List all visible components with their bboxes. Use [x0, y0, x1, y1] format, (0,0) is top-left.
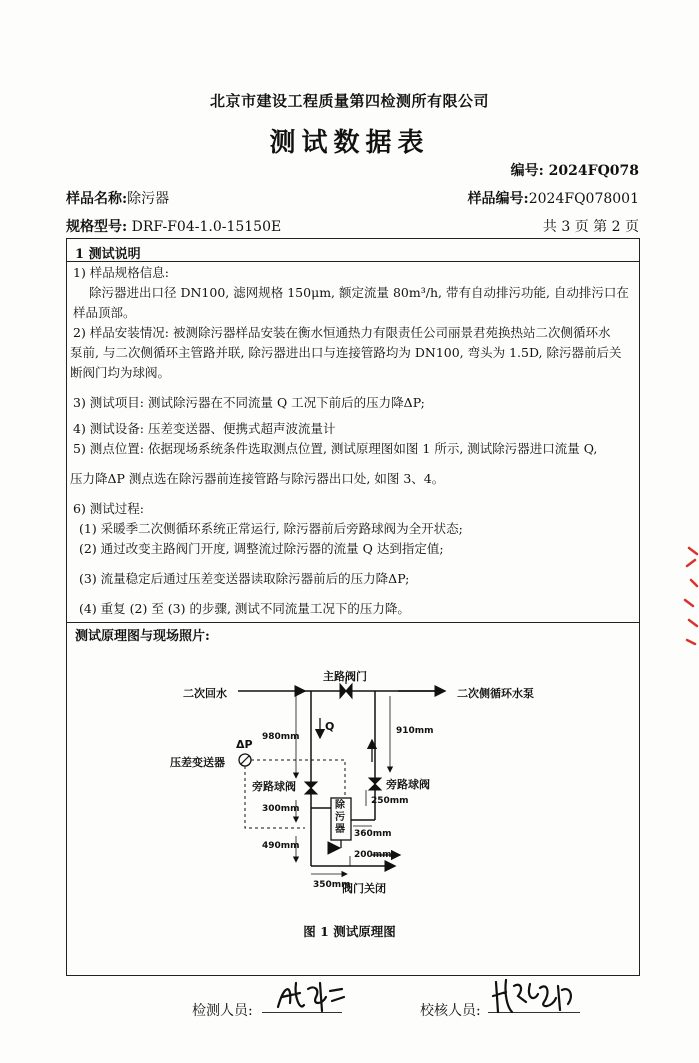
sample-id-label: 样品编号: [467, 191, 529, 207]
valve-closed-label: 阀门关闭 [342, 882, 386, 895]
dim-350: 350mm [313, 880, 351, 890]
main-valve-label: 主路阀门 [323, 670, 367, 683]
return-water-label: 二次回水 [183, 687, 227, 700]
item1-title: 1) 样品规格信息: [73, 265, 170, 280]
figure-caption: 图 1 测试原理图 [303, 924, 396, 939]
dp-transmitter-label: 压差变送器 [170, 756, 225, 769]
flow-q-label: Q [325, 720, 335, 733]
section1-title: 1 测试说明 [75, 247, 141, 262]
item5-line1: 5) 测点位置: 依据现场系统条件选取测点位置, 测试原理图如图 1 所示, 测试除污器进口流量 Q, [73, 441, 598, 456]
dim-360: 360mm [354, 829, 392, 839]
item3-text: 3) 测试项目: 测试除污器在不同流量 Q 工况下前后的压力降ΔP; [73, 395, 425, 410]
dim-980: 980mm [262, 732, 300, 742]
reviewer-signature [490, 972, 580, 1020]
item1-line2: 样品顶部。 [73, 305, 136, 320]
item2-line2: 泵前, 与二次侧循环主管路并联, 除污器进出口与连接管路均为 DN100, 弯头为 1.5D, 除污器前后关 [70, 345, 622, 360]
organization-name: 北京市建设工程质量第四检测所有限公司 [209, 92, 489, 110]
sample-name-label: 样品名称: [66, 191, 128, 207]
item4-text: 4) 测试设备: 压差变送器、便携式超声波流量计 [73, 421, 336, 436]
dim-200: 200mm [354, 850, 392, 860]
item6-step3: (3) 流量稳定后通过压差变送器读取除污器前后的压力降ΔP; [79, 571, 410, 586]
item1-line1: 除污器进出口径 DN100, 滤网规格 150μm, 额定流量 80m³/h, 带有自动排污功能, 自动排污口在 [89, 285, 629, 300]
dim-910: 910mm [396, 726, 434, 736]
item6-step2: (2) 通过改变主路阀门开度, 调整流过除污器的流量 Q 达到指定值; [79, 541, 444, 556]
tester-signature [270, 975, 350, 1020]
right-bypass-valve-symbol [369, 778, 381, 790]
document-number: 编号: 2024FQ078 [510, 163, 639, 179]
left-bypass-valve-label: 旁路球阀 [252, 780, 296, 793]
sample-id-value: 2024FQ078001 [528, 191, 639, 207]
tester-label: 检测人员: [192, 1003, 253, 1019]
dim-250: 250mm [371, 796, 409, 806]
item6-step1: (1) 采暖季二次侧循环系统正常运行, 除污器前后旁路球阀为全开状态; [79, 521, 463, 536]
item6-title: 6) 测试过程: [73, 501, 145, 516]
right-bypass-valve-label: 旁路球阀 [386, 778, 430, 791]
model-label: 规格型号: [66, 219, 128, 235]
dp-symbol-label: ΔP [236, 738, 253, 751]
page-count: 共 3 页 第 2 页 [542, 219, 639, 235]
sample-name-value: 除污器 [127, 191, 170, 207]
pump-label: 二次侧循环水泵 [457, 687, 534, 700]
seal-fragment [683, 540, 699, 660]
dim-490: 490mm [262, 841, 300, 851]
item6-step4: (4) 重复 (2) 至 (3) 的步骤, 测试不同流量工况下的压力降。 [79, 601, 410, 616]
section2-title: 测试原理图与现场照片: [75, 629, 210, 644]
document-title: 测试数据表 [269, 128, 430, 158]
left-bypass-valve-symbol [305, 782, 317, 794]
model-value: DRF-F04-1.0-15150E [131, 219, 282, 235]
item5-line2: 压力降ΔP 测点选在除污器前连接管路与除污器出口处, 如图 3、4。 [70, 471, 445, 486]
filter-label: 除污器 [335, 800, 345, 835]
reviewer-label: 校核人员: [420, 1003, 481, 1019]
item2-line1: 2) 样品安装情况: 被测除污器样品安装在衡水恒通热力有限责任公司丽景君苑换热站二次侧循环水 [73, 325, 611, 340]
dim-300: 300mm [262, 804, 300, 814]
main-valve-symbol [340, 684, 352, 698]
item2-line3: 断阀门均为球阀。 [70, 365, 171, 380]
